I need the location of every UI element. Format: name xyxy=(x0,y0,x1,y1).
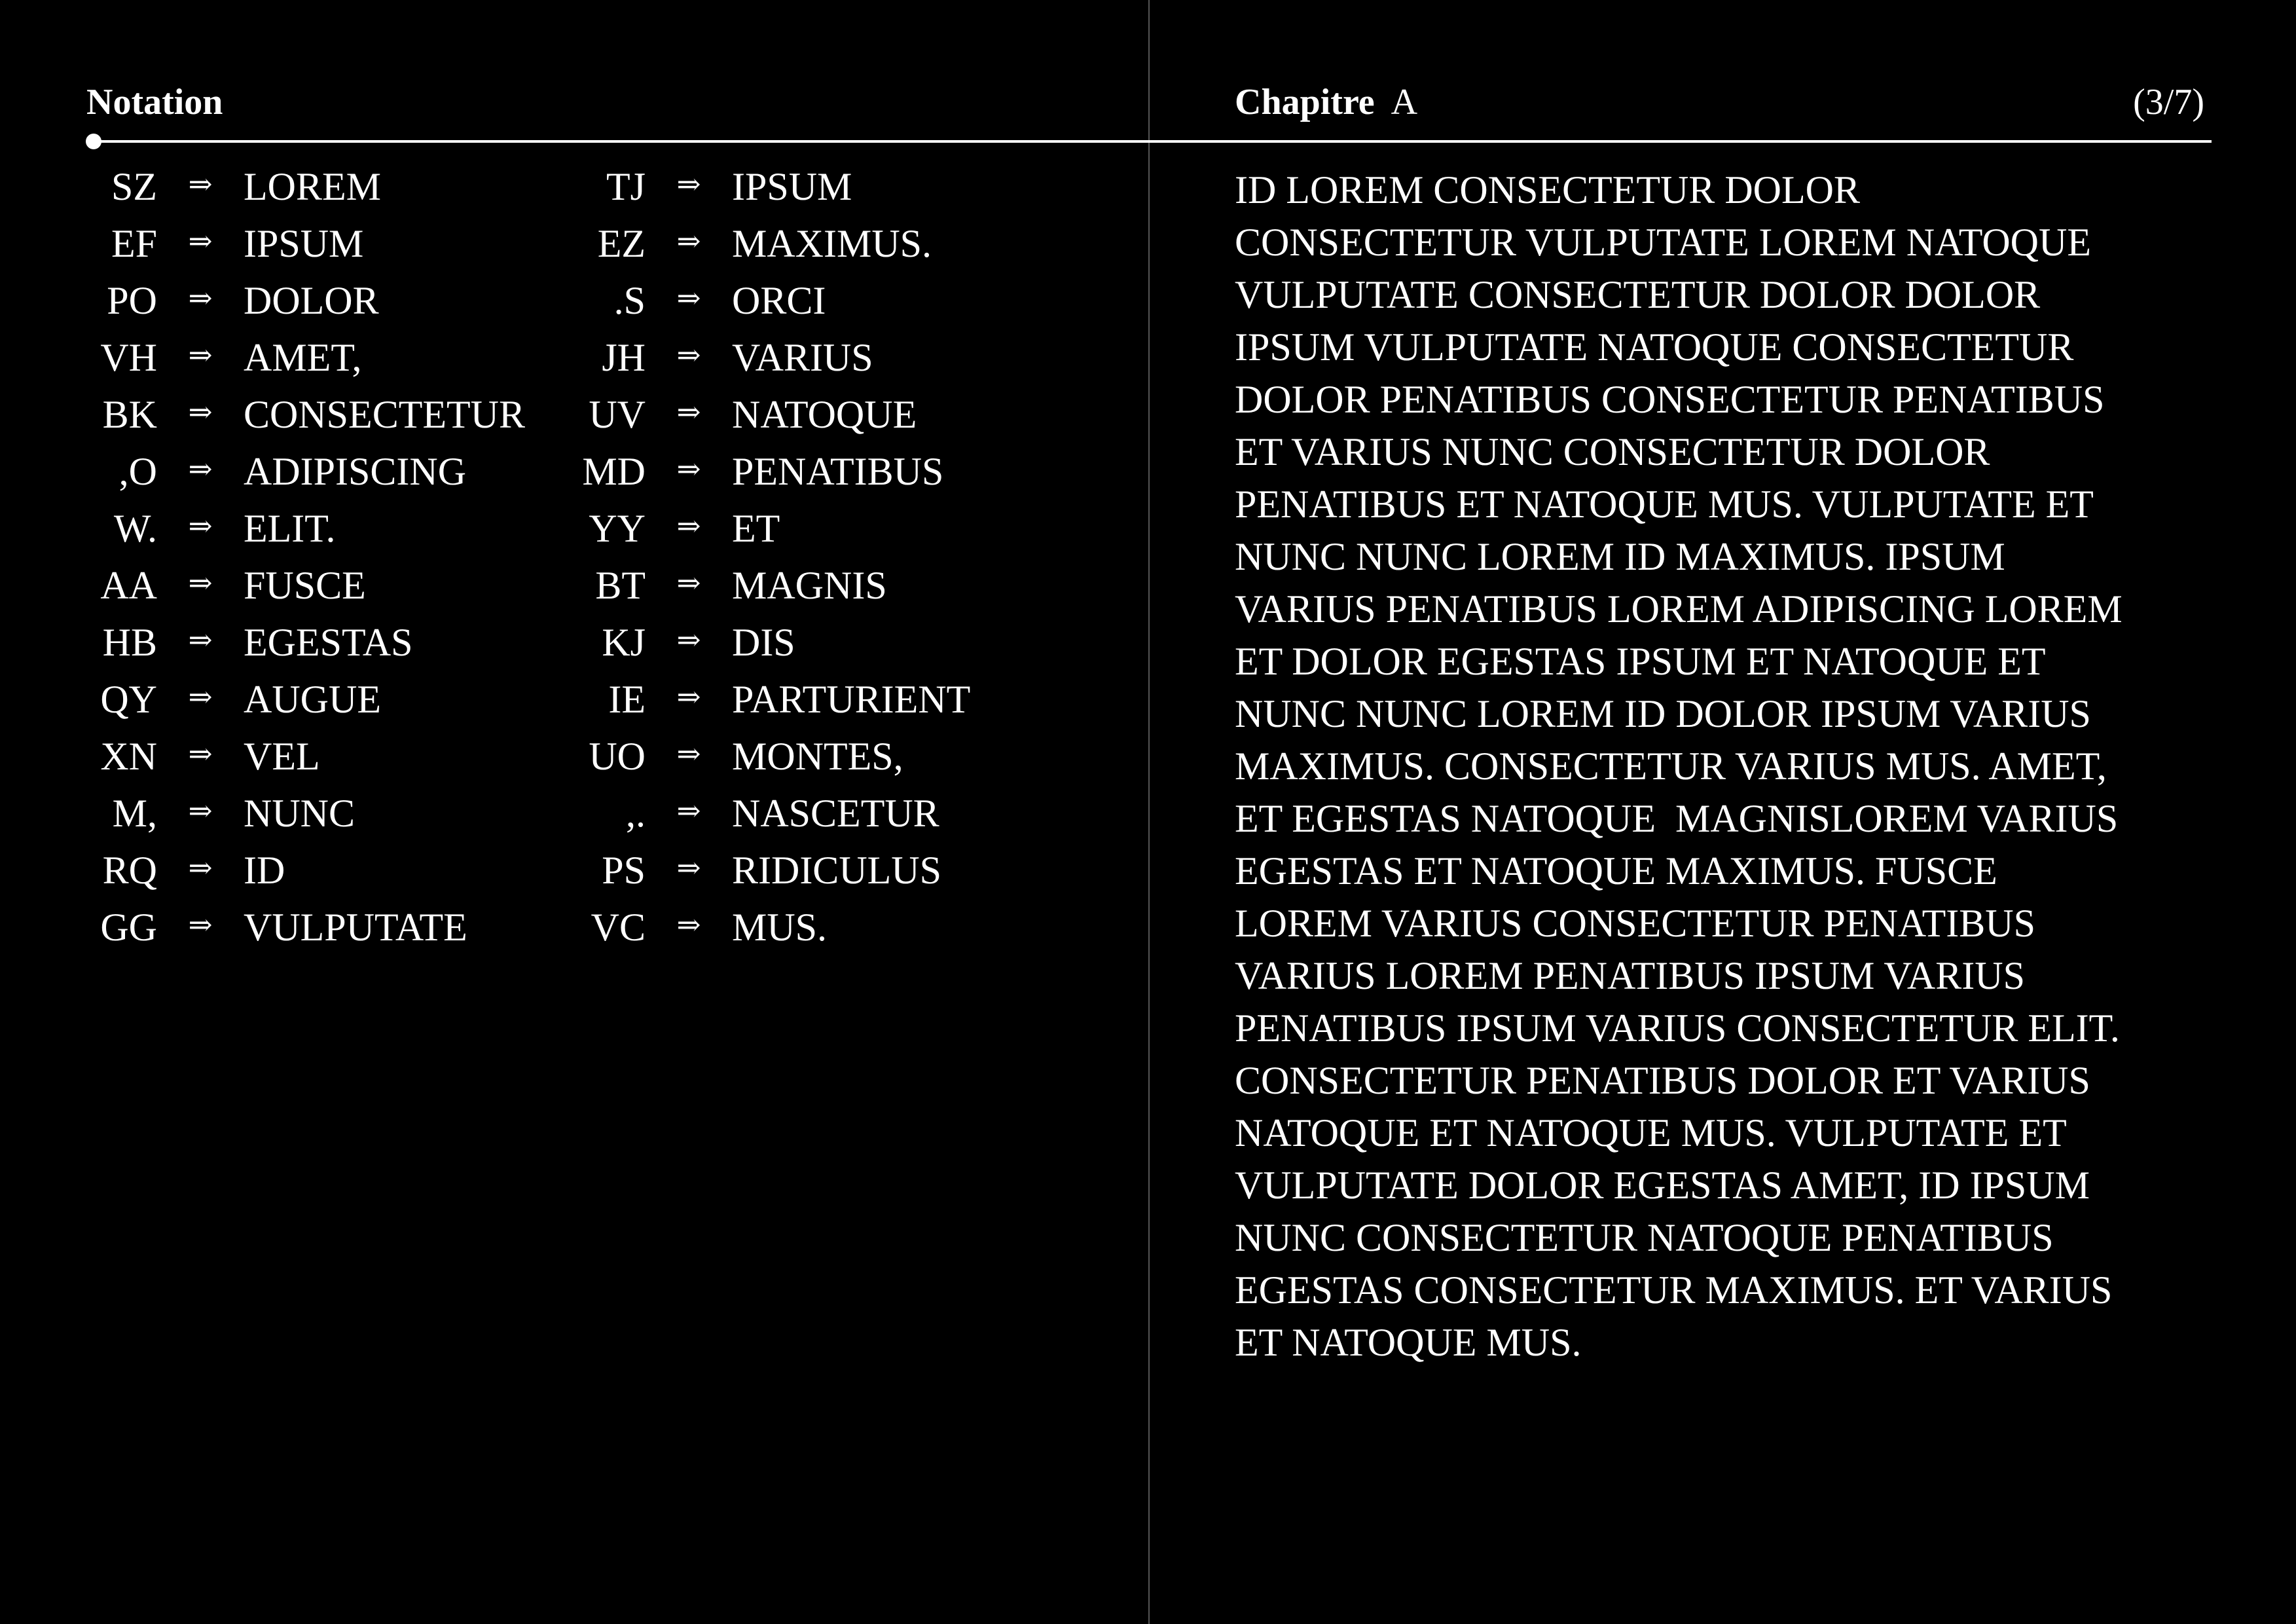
body-line: CONSECTETUR VULPUTATE LOREM NATOQUE xyxy=(1235,221,2091,264)
body-line: CONSECTETUR PENATIBUS DOLOR ET VARIUS xyxy=(1235,1059,2090,1102)
implies-arrow-icon: ⇒ xyxy=(676,168,701,200)
notation-code: MD xyxy=(582,450,646,493)
implies-arrow-icon: ⇒ xyxy=(188,282,213,314)
notation-code: XN xyxy=(100,735,157,778)
body-line: PENATIBUS ET NATOQUE MUS. VULPUTATE ET xyxy=(1235,483,2094,526)
body-line: LOREM VARIUS CONSECTETUR PENATIBUS xyxy=(1235,902,2035,945)
implies-arrow-icon: ⇒ xyxy=(676,339,701,371)
implies-arrow-icon: ⇒ xyxy=(188,852,213,884)
notation-row xyxy=(488,158,1078,215)
implies-arrow-icon: ⇒ xyxy=(188,396,213,428)
notation-word: RIDICULUS xyxy=(732,849,942,892)
chapter-value: A xyxy=(1391,82,1418,122)
body-line: ET NATOQUE MUS. xyxy=(1235,1321,1582,1364)
implies-arrow-icon: ⇒ xyxy=(676,453,701,485)
body-line: IPSUM VULPUTATE NATOQUE CONSECTETUR xyxy=(1235,325,2074,369)
implies-arrow-icon: ⇒ xyxy=(676,738,701,770)
implies-arrow-icon: ⇒ xyxy=(188,225,213,257)
notation-code: UO xyxy=(589,735,646,778)
implies-arrow-icon: ⇒ xyxy=(676,225,701,257)
notation-code: HB xyxy=(102,621,157,664)
notation-row xyxy=(488,329,1078,386)
notation-word: ID xyxy=(244,849,285,892)
header-rule xyxy=(93,140,2212,143)
notation-code: BT xyxy=(595,564,646,607)
chapter-heading xyxy=(1235,80,1417,124)
notation-word: MONTES, xyxy=(732,735,903,778)
notation-row xyxy=(488,899,1078,956)
notation-word: ET xyxy=(732,507,780,550)
notation-word: AUGUE xyxy=(244,678,381,721)
implies-arrow-icon: ⇒ xyxy=(676,510,701,542)
implies-arrow-icon: ⇒ xyxy=(676,567,701,599)
notation-word: PENATIBUS xyxy=(732,450,944,493)
implies-arrow-icon: ⇒ xyxy=(188,168,213,200)
notation-code: QY xyxy=(100,678,157,721)
notation-code: PS xyxy=(602,849,646,892)
notation-word: MAXIMUS. xyxy=(732,222,932,265)
implies-arrow-icon: ⇒ xyxy=(188,339,213,371)
notation-row xyxy=(488,842,1078,899)
notation-word: VEL xyxy=(244,735,320,778)
body-line: NUNC NUNC LOREM ID DOLOR IPSUM VARIUS xyxy=(1235,692,2091,735)
body-line: VARIUS PENATIBUS LOREM ADIPISCING LOREM xyxy=(1235,587,2123,631)
implies-arrow-icon: ⇒ xyxy=(188,453,213,485)
body-line: EGESTAS ET NATOQUE MAXIMUS. FUSCE xyxy=(1235,849,1997,893)
implies-arrow-icon: ⇒ xyxy=(188,681,213,713)
notation-row xyxy=(488,272,1078,329)
page-title: Notation xyxy=(86,82,223,122)
body-line: ET EGESTAS NATOQUE MAGNISLOREM VARIUS xyxy=(1235,797,2119,840)
notation-code: W. xyxy=(113,507,157,550)
implies-arrow-icon: ⇒ xyxy=(676,852,701,884)
implies-arrow-icon: ⇒ xyxy=(188,795,213,827)
implies-arrow-icon: ⇒ xyxy=(676,396,701,428)
body-line: NUNC CONSECTETUR NATOQUE PENATIBUS xyxy=(1235,1216,2054,1259)
notation-word: DOLOR xyxy=(244,279,379,322)
implies-arrow-icon: ⇒ xyxy=(188,909,213,941)
notation-word: DIS xyxy=(732,621,795,664)
notation-word: IPSUM xyxy=(244,222,364,265)
notation-code: EF xyxy=(111,222,157,265)
notation-code: SZ xyxy=(111,165,157,208)
notation-word: AMET, xyxy=(244,336,362,379)
notation-word: IPSUM xyxy=(732,165,852,208)
body-line: NATOQUE ET NATOQUE MUS. VULPUTATE ET xyxy=(1235,1111,2067,1154)
notation-row xyxy=(488,614,1078,671)
body-line: PENATIBUS IPSUM VARIUS CONSECTETUR ELIT. xyxy=(1235,1006,2120,1050)
notation-code: JH xyxy=(602,336,646,379)
notation-code: .S xyxy=(613,279,646,322)
notation-row xyxy=(488,728,1078,785)
notation-row xyxy=(488,500,1078,557)
notation-code: UV xyxy=(589,393,646,436)
notation-code: BK xyxy=(102,393,157,436)
notation-word: NATOQUE xyxy=(732,393,917,436)
implies-arrow-icon: ⇒ xyxy=(188,624,213,656)
notation-code: PO xyxy=(107,279,157,322)
notation-code: VH xyxy=(100,336,157,379)
page-spine-divider xyxy=(1148,0,1150,1624)
body-line: NUNC NUNC LOREM ID MAXIMUS. IPSUM xyxy=(1235,535,2005,578)
notation-word: NASCETUR xyxy=(732,792,939,835)
body-line: EGESTAS CONSECTETUR MAXIMUS. ET VARIUS xyxy=(1235,1268,2113,1312)
notation-word: NUNC xyxy=(244,792,355,835)
notation-word: EGESTAS xyxy=(244,621,413,664)
notation-word: ORCI xyxy=(732,279,826,322)
notation-word: MUS. xyxy=(732,906,828,949)
notation-word: VARIUS xyxy=(732,336,873,379)
notation-word: ADIPISCING xyxy=(244,450,467,493)
notation-word: ELIT. xyxy=(244,507,336,550)
notation-table-right xyxy=(488,158,1078,956)
implies-arrow-icon: ⇒ xyxy=(676,681,701,713)
body-line: MAXIMUS. CONSECTETUR VARIUS MUS. AMET, xyxy=(1235,745,2107,788)
implies-arrow-icon: ⇒ xyxy=(676,282,701,314)
chapter-label: Chapitre xyxy=(1235,82,1375,122)
notation-code: EZ xyxy=(597,222,646,265)
notation-row xyxy=(488,557,1078,614)
implies-arrow-icon: ⇒ xyxy=(676,909,701,941)
notation-word: PARTURIENT xyxy=(732,678,971,721)
body-line: ET VARIUS NUNC CONSECTETUR DOLOR xyxy=(1235,430,1990,473)
implies-arrow-icon: ⇒ xyxy=(188,510,213,542)
body-line: ID LOREM CONSECTETUR DOLOR xyxy=(1235,168,1860,212)
notation-code: AA xyxy=(100,564,157,607)
implies-arrow-icon: ⇒ xyxy=(676,795,701,827)
notation-code: RQ xyxy=(102,849,157,892)
notation-code: VC xyxy=(591,906,646,949)
implies-arrow-icon: ⇒ xyxy=(676,624,701,656)
chapter-body-text xyxy=(1235,164,2171,1369)
notation-word: CONSECTETUR xyxy=(244,393,526,436)
implies-arrow-icon: ⇒ xyxy=(188,567,213,599)
page-indicator: (3/7) xyxy=(2133,82,2204,122)
notation-row xyxy=(488,671,1078,728)
notation-code: YY xyxy=(589,507,646,550)
body-line: DOLOR PENATIBUS CONSECTETUR PENATIBUS xyxy=(1235,378,2105,421)
notation-code: ,. xyxy=(626,792,646,835)
body-line: ET DOLOR EGESTAS IPSUM ET NATOQUE ET xyxy=(1235,640,2046,683)
notation-code: KJ xyxy=(602,621,646,664)
notation-word: MAGNIS xyxy=(732,564,887,607)
body-line: VULPUTATE CONSECTETUR DOLOR DOLOR xyxy=(1235,273,2041,316)
notation-code: IE xyxy=(608,678,646,721)
notation-word: FUSCE xyxy=(244,564,366,607)
notation-row xyxy=(488,215,1078,272)
notation-code: TJ xyxy=(606,165,646,208)
notation-word: LOREM xyxy=(244,165,381,208)
notation-code: M, xyxy=(112,792,157,835)
implies-arrow-icon: ⇒ xyxy=(188,738,213,770)
body-line: VARIUS LOREM PENATIBUS IPSUM VARIUS xyxy=(1235,954,2025,997)
notation-code: ,O xyxy=(118,450,157,493)
notation-word: VULPUTATE xyxy=(244,906,467,949)
notation-row xyxy=(488,785,1078,842)
notation-row xyxy=(488,386,1078,443)
body-line: VULPUTATE DOLOR EGESTAS AMET, ID IPSUM xyxy=(1235,1164,2090,1207)
notation-code: GG xyxy=(100,906,157,949)
notation-row xyxy=(488,443,1078,500)
rule-dot-icon xyxy=(86,134,101,149)
